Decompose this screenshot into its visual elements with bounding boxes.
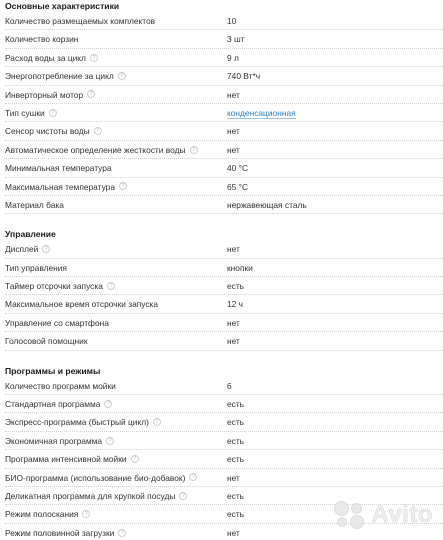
- spec-value: 6: [227, 380, 232, 391]
- spec-label: [5, 182, 127, 192]
- spec-label-text: Программа интенсивной мойки: [5, 454, 127, 465]
- section-title: Управление: [5, 229, 56, 240]
- spec-row: [5, 450, 443, 468]
- spec-row: [5, 332, 443, 350]
- spec-row: [5, 104, 443, 122]
- spec-value: есть: [227, 399, 245, 410]
- spec-value: есть: [227, 435, 245, 446]
- spec-row: [5, 413, 443, 431]
- help-icon[interactable]: ?: [107, 282, 115, 290]
- spec-row: [5, 67, 443, 85]
- spec-value: нет: [227, 317, 240, 328]
- help-icon[interactable]: ?: [189, 473, 197, 481]
- spec-label: [5, 528, 126, 538]
- spec-row: [5, 30, 443, 48]
- spec-value: нет: [227, 336, 240, 347]
- help-icon[interactable]: ?: [153, 418, 161, 426]
- spec-row: [5, 295, 443, 313]
- spec-value: 740 Вт*ч: [227, 71, 261, 82]
- spec-label: [5, 473, 197, 483]
- spec-label: [5, 336, 88, 346]
- spec-label-text: Максимальная температура: [5, 181, 115, 192]
- spec-label: [5, 163, 112, 173]
- spec-label-text: Стандартная программа: [5, 399, 101, 410]
- spec-value: 10: [227, 16, 237, 26]
- spec-row: [5, 395, 443, 413]
- section-title: Основные характеристики: [5, 1, 120, 11]
- help-icon[interactable]: ?: [94, 127, 102, 135]
- spec-label-text: Минимальная температура: [5, 163, 112, 174]
- spec-value: 40 °C: [227, 163, 249, 174]
- spec-value: 3 шт: [227, 34, 245, 45]
- help-icon[interactable]: ?: [82, 510, 90, 518]
- spec-value: есть: [227, 417, 245, 428]
- spec-label-text: Экспресс-программа (быстрый цикл): [5, 417, 149, 428]
- spec-label: [5, 281, 115, 291]
- spec-label: [5, 263, 67, 273]
- spec-label-text: Деликатная программа для хрупкой посуды: [5, 490, 176, 501]
- spec-label-text: Максимальное время отсрочки запуска: [5, 299, 159, 310]
- spec-row: [5, 12, 443, 30]
- spec-value: 9 л: [227, 52, 239, 63]
- spec-label: [5, 454, 139, 464]
- spec-value: есть: [227, 509, 245, 520]
- section-title: Программы и режимы: [5, 365, 101, 376]
- spec-label-text: Количество корзин: [5, 34, 79, 45]
- spec-value: нет: [227, 89, 240, 100]
- help-icon[interactable]: ?: [190, 146, 198, 154]
- spec-label-text: Управление со смартфона: [5, 317, 109, 328]
- spec-row: [5, 159, 443, 177]
- section-gap: [5, 214, 443, 228]
- spec-label: [5, 417, 161, 427]
- spec-label-text: Тип управления: [5, 262, 67, 273]
- spec-label: [5, 53, 98, 63]
- spec-row: [5, 86, 443, 104]
- spec-label-text: Автоматическое определение жесткости воды: [5, 144, 186, 155]
- help-icon[interactable]: ?: [179, 492, 187, 500]
- avito-logo-icon: [332, 500, 368, 530]
- spec-label: [5, 108, 57, 118]
- spec-label-text: Экономичная программа: [5, 435, 103, 446]
- spec-row: [5, 259, 443, 277]
- watermark-text: Avito: [371, 501, 433, 528]
- spec-section: [5, 214, 443, 350]
- spec-label-text: Режим полоскания: [5, 509, 79, 520]
- help-icon[interactable]: ?: [104, 400, 112, 408]
- spec-value: кнопки: [227, 262, 253, 273]
- spec-row: [5, 122, 443, 140]
- spec-label-text: БИО-программа (использование био-добавок): [5, 472, 186, 483]
- spec-value: есть: [227, 490, 245, 501]
- spec-label-text: Количество размещаемых комплектов: [5, 16, 156, 26]
- help-icon[interactable]: ?: [42, 245, 50, 253]
- spec-row: [5, 469, 443, 487]
- spec-label: [5, 145, 198, 155]
- spec-value: нет: [227, 472, 240, 483]
- specs-list: [5, 0, 443, 540]
- spec-label-text: Количество программ мойки: [5, 380, 116, 391]
- help-icon[interactable]: ?: [87, 90, 95, 98]
- spec-value: 65 °C: [227, 181, 249, 192]
- spec-label-text: Инверторный мотор: [5, 89, 84, 100]
- spec-label: [5, 244, 50, 254]
- spec-value: есть: [227, 454, 245, 465]
- spec-label: [5, 299, 158, 309]
- spec-row: [5, 432, 443, 450]
- help-icon[interactable]: ?: [118, 529, 126, 537]
- spec-value: 12 ч: [227, 299, 244, 310]
- spec-label-text: Дисплей: [5, 244, 39, 255]
- spec-row: [5, 196, 443, 214]
- spec-label-text: Энергопотребление за цикл: [5, 71, 114, 82]
- help-icon[interactable]: ?: [90, 54, 98, 62]
- avito-watermark: [332, 500, 433, 530]
- spec-label: [5, 491, 187, 501]
- spec-label: [5, 399, 112, 409]
- spec-value-link[interactable]: конденсационная: [227, 107, 296, 118]
- spec-value: есть: [227, 281, 245, 292]
- spec-row: [5, 240, 443, 258]
- spec-label: [5, 16, 155, 26]
- spec-value: нет: [227, 244, 240, 255]
- spec-label: [5, 381, 116, 391]
- spec-row: [5, 178, 443, 196]
- spec-value: нет: [227, 126, 240, 137]
- spec-label-text: Режим половинной загрузки: [5, 527, 115, 538]
- spec-row: [5, 49, 443, 67]
- spec-label: [5, 509, 90, 519]
- spec-label: [5, 436, 114, 446]
- spec-label: [5, 34, 78, 44]
- spec-label: [5, 318, 109, 328]
- spec-label-text: Расход воды за цикл: [5, 52, 86, 63]
- section-gap: [5, 351, 443, 365]
- spec-row: [5, 314, 443, 332]
- spec-value: нет: [227, 527, 240, 538]
- spec-label-text: Материал бака: [5, 199, 64, 210]
- help-icon[interactable]: ?: [118, 72, 126, 80]
- help-icon[interactable]: ?: [131, 455, 139, 463]
- help-icon[interactable]: ?: [49, 109, 57, 117]
- spec-value: нержавеющая сталь: [227, 199, 307, 210]
- spec-section: [5, 0, 443, 214]
- spec-label-text: Голосовой помощник: [5, 336, 88, 347]
- spec-label: [5, 200, 64, 210]
- spec-label-text: Тип сушки: [5, 107, 45, 118]
- help-icon[interactable]: ?: [119, 182, 127, 190]
- spec-row: [5, 277, 443, 295]
- help-icon[interactable]: ?: [106, 437, 114, 445]
- spec-label-text: Сенсор чистоты воды: [5, 126, 90, 137]
- spec-label: [5, 71, 126, 81]
- spec-label: [5, 90, 95, 100]
- spec-label-text: Таймер отсрочки запуска: [5, 281, 103, 292]
- spec-value: нет: [227, 144, 240, 155]
- spec-row: [5, 377, 443, 395]
- spec-row: [5, 141, 443, 159]
- spec-label: [5, 126, 102, 136]
